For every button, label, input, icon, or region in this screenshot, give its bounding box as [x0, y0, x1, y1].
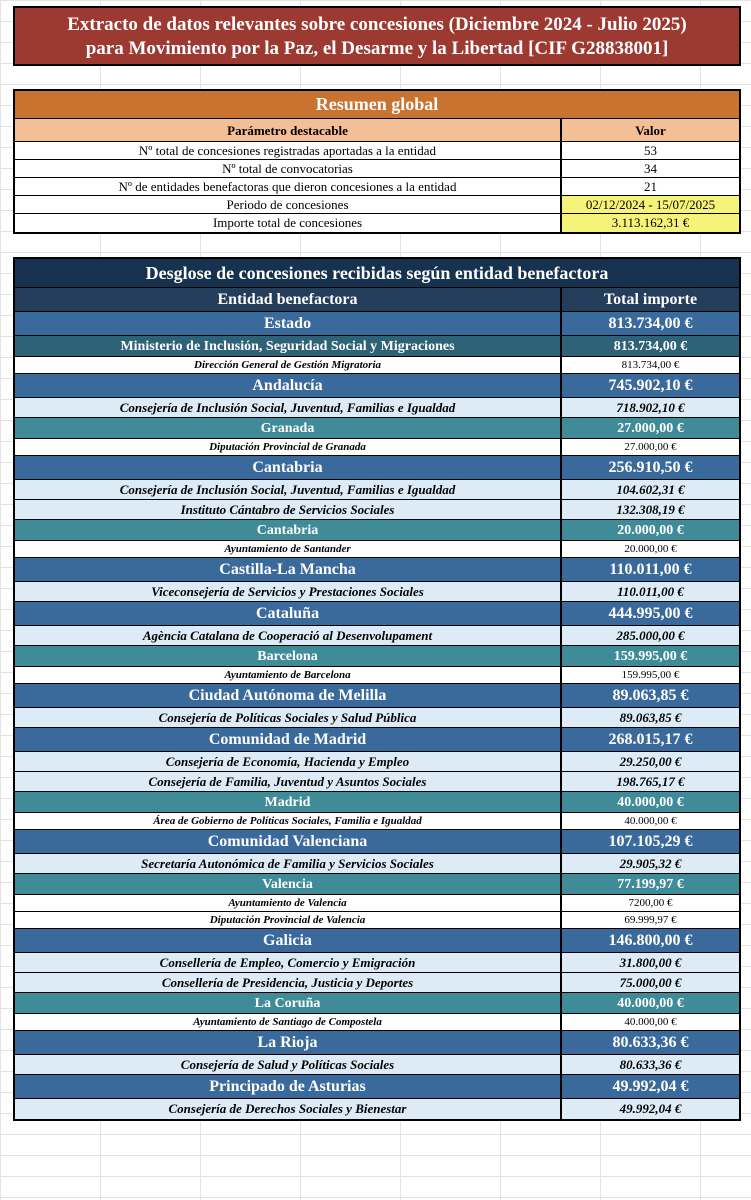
entity-amount: 49.992,04 €	[612, 1078, 689, 1095]
entity-amount: 110.011,00 €	[609, 561, 692, 578]
entity-amount: 40.000,00 €	[624, 815, 677, 827]
summary-row	[15, 196, 739, 214]
entity-name: Ayuntamiento de Santiago de Compostela	[15, 1014, 562, 1030]
entity-row-sub	[15, 626, 739, 646]
entity-amount: 89.063,85 €	[612, 687, 689, 704]
entity-amount: 159.995,00 €	[621, 669, 680, 681]
col-header-entity: Entidad benefactora	[15, 288, 562, 311]
entity-name: La Coruña	[15, 993, 562, 1013]
entity-amount: 159.995,00 €	[613, 649, 688, 664]
entity-row-sub	[15, 772, 739, 792]
entity-name: Dirección General de Gestión Migratoria	[15, 357, 562, 373]
entity-name: Castilla-La Mancha	[15, 558, 562, 581]
entity-amount: 268.015,17 €	[608, 731, 693, 748]
entity-row-sub	[15, 582, 739, 602]
entity-name: Cantabria	[15, 520, 562, 540]
summary-value-highlighted: 3.113.162,31 €	[562, 214, 739, 232]
summary-value: 53	[644, 143, 657, 158]
entity-name: Instituto Cántabro de Servicios Sociales	[15, 500, 562, 519]
entity-name: Consejería de Derechos Sociales y Bienestar	[15, 1099, 562, 1119]
entity-amount: 104.602,31 €	[616, 482, 685, 497]
summary-table	[13, 89, 741, 234]
entity-amount: 31.800,00 €	[619, 955, 682, 970]
entity-name: Diputación Provincial de Valencia	[15, 912, 562, 928]
entity-name: Consellería de Empleo, Comercio y Emigración	[15, 953, 562, 972]
breakdown-header-row	[15, 288, 739, 312]
entity-row-prov	[15, 418, 739, 439]
entity-row-region	[15, 558, 739, 582]
entity-name: Madrid	[15, 792, 562, 812]
entity-name: Consejería de Inclusión Social, Juventud, Familias e Igualdad	[15, 480, 562, 499]
entity-name: Agència Catalana de Cooperació al Desenvolupament	[15, 626, 562, 645]
entity-amount: 110.011,00 €	[617, 584, 684, 599]
entity-amount: 146.800,00 €	[608, 932, 693, 949]
entity-row-sub	[15, 708, 739, 728]
entity-amount: 718.902,10 €	[616, 400, 685, 415]
entity-amount: 89.063,85 €	[619, 710, 682, 725]
entity-name: Consejería de Salud y Políticas Sociales	[15, 1055, 562, 1074]
entity-row-leaf	[15, 813, 739, 830]
entity-name: La Rioja	[15, 1031, 562, 1054]
summary-param: Importe total de concesiones	[15, 214, 562, 232]
summary-row	[15, 160, 739, 178]
entity-name: Comunidad Valenciana	[15, 830, 562, 853]
entity-row-sub	[15, 500, 739, 520]
entity-amount: 20.000,00 €	[617, 523, 684, 538]
entity-amount: 80.633,36 €	[619, 1057, 682, 1072]
entity-name: Principado de Asturias	[15, 1075, 562, 1098]
entity-row-leaf	[15, 439, 739, 456]
title-line-1: Extracto de datos relevantes sobre concesiones (Diciembre 2024 - Julio 2025)	[67, 14, 687, 35]
entity-amount: 80.633,36 €	[612, 1034, 689, 1051]
entity-name: Viceconsejería de Servicios y Prestaciones Sociales	[15, 582, 562, 601]
entity-name: Diputación Provincial de Granada	[15, 439, 562, 455]
entity-row-region	[15, 374, 739, 398]
entity-name: Ciudad Autónoma de Melilla	[15, 684, 562, 707]
entity-amount: 256.910,50 €	[608, 459, 693, 476]
entity-row-prov	[15, 993, 739, 1014]
entity-name: Valencia	[15, 874, 562, 894]
entity-row-prov	[15, 520, 739, 541]
entity-row-leaf	[15, 357, 739, 374]
entity-row-sub	[15, 1055, 739, 1075]
entity-name: Granada	[15, 418, 562, 438]
entity-row-sub	[15, 480, 739, 500]
entity-row-region	[15, 728, 739, 752]
entity-row-sub	[15, 973, 739, 993]
entity-name: Consejería de Economía, Hacienda y Empleo	[15, 752, 562, 771]
entity-row-sub	[15, 854, 739, 874]
entity-row-region	[15, 1031, 739, 1055]
entity-amount: 444.995,00 €	[608, 605, 693, 622]
entity-row-prov	[15, 874, 739, 895]
document-title	[13, 6, 741, 66]
entity-row-min	[15, 336, 739, 357]
title-line-2: para Movimiento por la Paz, el Desarme y la Libertad [CIF G28838001]	[85, 38, 669, 59]
entity-name: Consejería de Inclusión Social, Juventud, Familias e Igualdad	[15, 398, 562, 417]
entity-name: Área de Gobierno de Políticas Sociales, Familia e Igualdad	[15, 813, 562, 829]
entity-amount: 745.902,10 €	[608, 377, 693, 394]
entity-amount: 40.000,00 €	[624, 1016, 677, 1028]
entity-amount: 75.000,00 €	[619, 975, 682, 990]
entity-name: Consejería de Políticas Sociales y Salud Pública	[15, 708, 562, 727]
entity-row-sub	[15, 1099, 739, 1119]
entity-name: Andalucía	[15, 374, 562, 397]
entity-row-sub	[15, 752, 739, 772]
entity-row-leaf	[15, 895, 739, 912]
entity-amount: 285.000,00 €	[616, 628, 685, 643]
entity-amount: 27.000,00 €	[624, 441, 677, 453]
entity-name: Estado	[15, 312, 562, 335]
summary-value: 34	[644, 161, 657, 176]
summary-header-row	[15, 119, 739, 142]
entity-row-region	[15, 456, 739, 480]
summary-param: Nº de entidades benefactoras que dieron concesiones a la entidad	[15, 178, 562, 195]
summary-param: Periodo de concesiones	[15, 196, 562, 213]
breakdown-heading: Desglose de concesiones recibidas según entidad benefactora	[15, 259, 739, 288]
entity-row-prov	[15, 792, 739, 813]
entity-amount: 27.000,00 €	[617, 421, 684, 436]
entity-name: Consejería de Familia, Juventud y Asuntos Sociales	[15, 772, 562, 791]
entity-name: Ayuntamiento de Valencia	[15, 895, 562, 911]
breakdown-rows	[15, 312, 739, 1119]
entity-amount: 813.734,00 €	[608, 315, 693, 332]
entity-amount: 132.308,19 €	[616, 502, 685, 517]
entity-row-leaf	[15, 541, 739, 558]
entity-row-sub	[15, 398, 739, 418]
entity-amount: 29.905,32 €	[619, 856, 682, 871]
entity-name: Ayuntamiento de Barcelona	[15, 667, 562, 683]
entity-name: Cataluña	[15, 602, 562, 625]
entity-row-region	[15, 1075, 739, 1099]
entity-amount: 40.000,00 €	[617, 795, 684, 810]
col-header-param: Parámetro destacable	[15, 119, 562, 141]
entity-row-leaf	[15, 1014, 739, 1031]
entity-name: Ayuntamiento de Santander	[15, 541, 562, 557]
summary-value: 21	[644, 179, 657, 194]
entity-row-region	[15, 929, 739, 953]
entity-amount: 40.000,00 €	[617, 996, 684, 1011]
breakdown-table	[13, 257, 741, 1121]
entity-row-region	[15, 312, 739, 336]
entity-name: Galicia	[15, 929, 562, 952]
entity-amount: 77.199,97 €	[617, 877, 684, 892]
entity-name: Barcelona	[15, 646, 562, 666]
summary-heading: Resumen global	[15, 91, 739, 119]
entity-row-region	[15, 602, 739, 626]
entity-name: Cantabria	[15, 456, 562, 479]
entity-amount: 69.999,97 €	[624, 914, 677, 926]
summary-param: Nº total de convocatorias	[15, 160, 562, 177]
entity-amount: 20.000,00 €	[624, 543, 677, 555]
entity-amount: 198.765,17 €	[616, 774, 685, 789]
entity-amount: 813.734,00 €	[613, 339, 688, 354]
summary-row	[15, 142, 739, 160]
entity-amount: 813.734,00 €	[621, 359, 680, 371]
entity-row-sub	[15, 953, 739, 973]
entity-row-region	[15, 830, 739, 854]
summary-row	[15, 214, 739, 232]
col-header-value: Valor	[635, 123, 666, 138]
entity-amount: 49.992,04 €	[619, 1101, 682, 1116]
entity-amount: 7200,00 €	[628, 897, 673, 909]
summary-param: Nº total de concesiones registradas aportadas a la entidad	[15, 142, 562, 159]
entity-amount: 107.105,29 €	[608, 833, 693, 850]
summary-row	[15, 178, 739, 196]
entity-name: Secretaría Autonómica de Familia y Servicios Sociales	[15, 854, 562, 873]
summary-value-highlighted: 02/12/2024 - 15/07/2025	[562, 196, 739, 213]
entity-row-leaf	[15, 912, 739, 929]
entity-row-leaf	[15, 667, 739, 684]
entity-row-prov	[15, 646, 739, 667]
entity-row-region	[15, 684, 739, 708]
entity-name: Ministerio de Inclusión, Seguridad Social y Migraciones	[15, 336, 562, 356]
col-header-total: Total importe	[603, 291, 698, 308]
entity-amount: 29.250,00 €	[619, 754, 682, 769]
entity-name: Consellería de Presidencia, Justicia y Deportes	[15, 973, 562, 992]
entity-name: Comunidad de Madrid	[15, 728, 562, 751]
